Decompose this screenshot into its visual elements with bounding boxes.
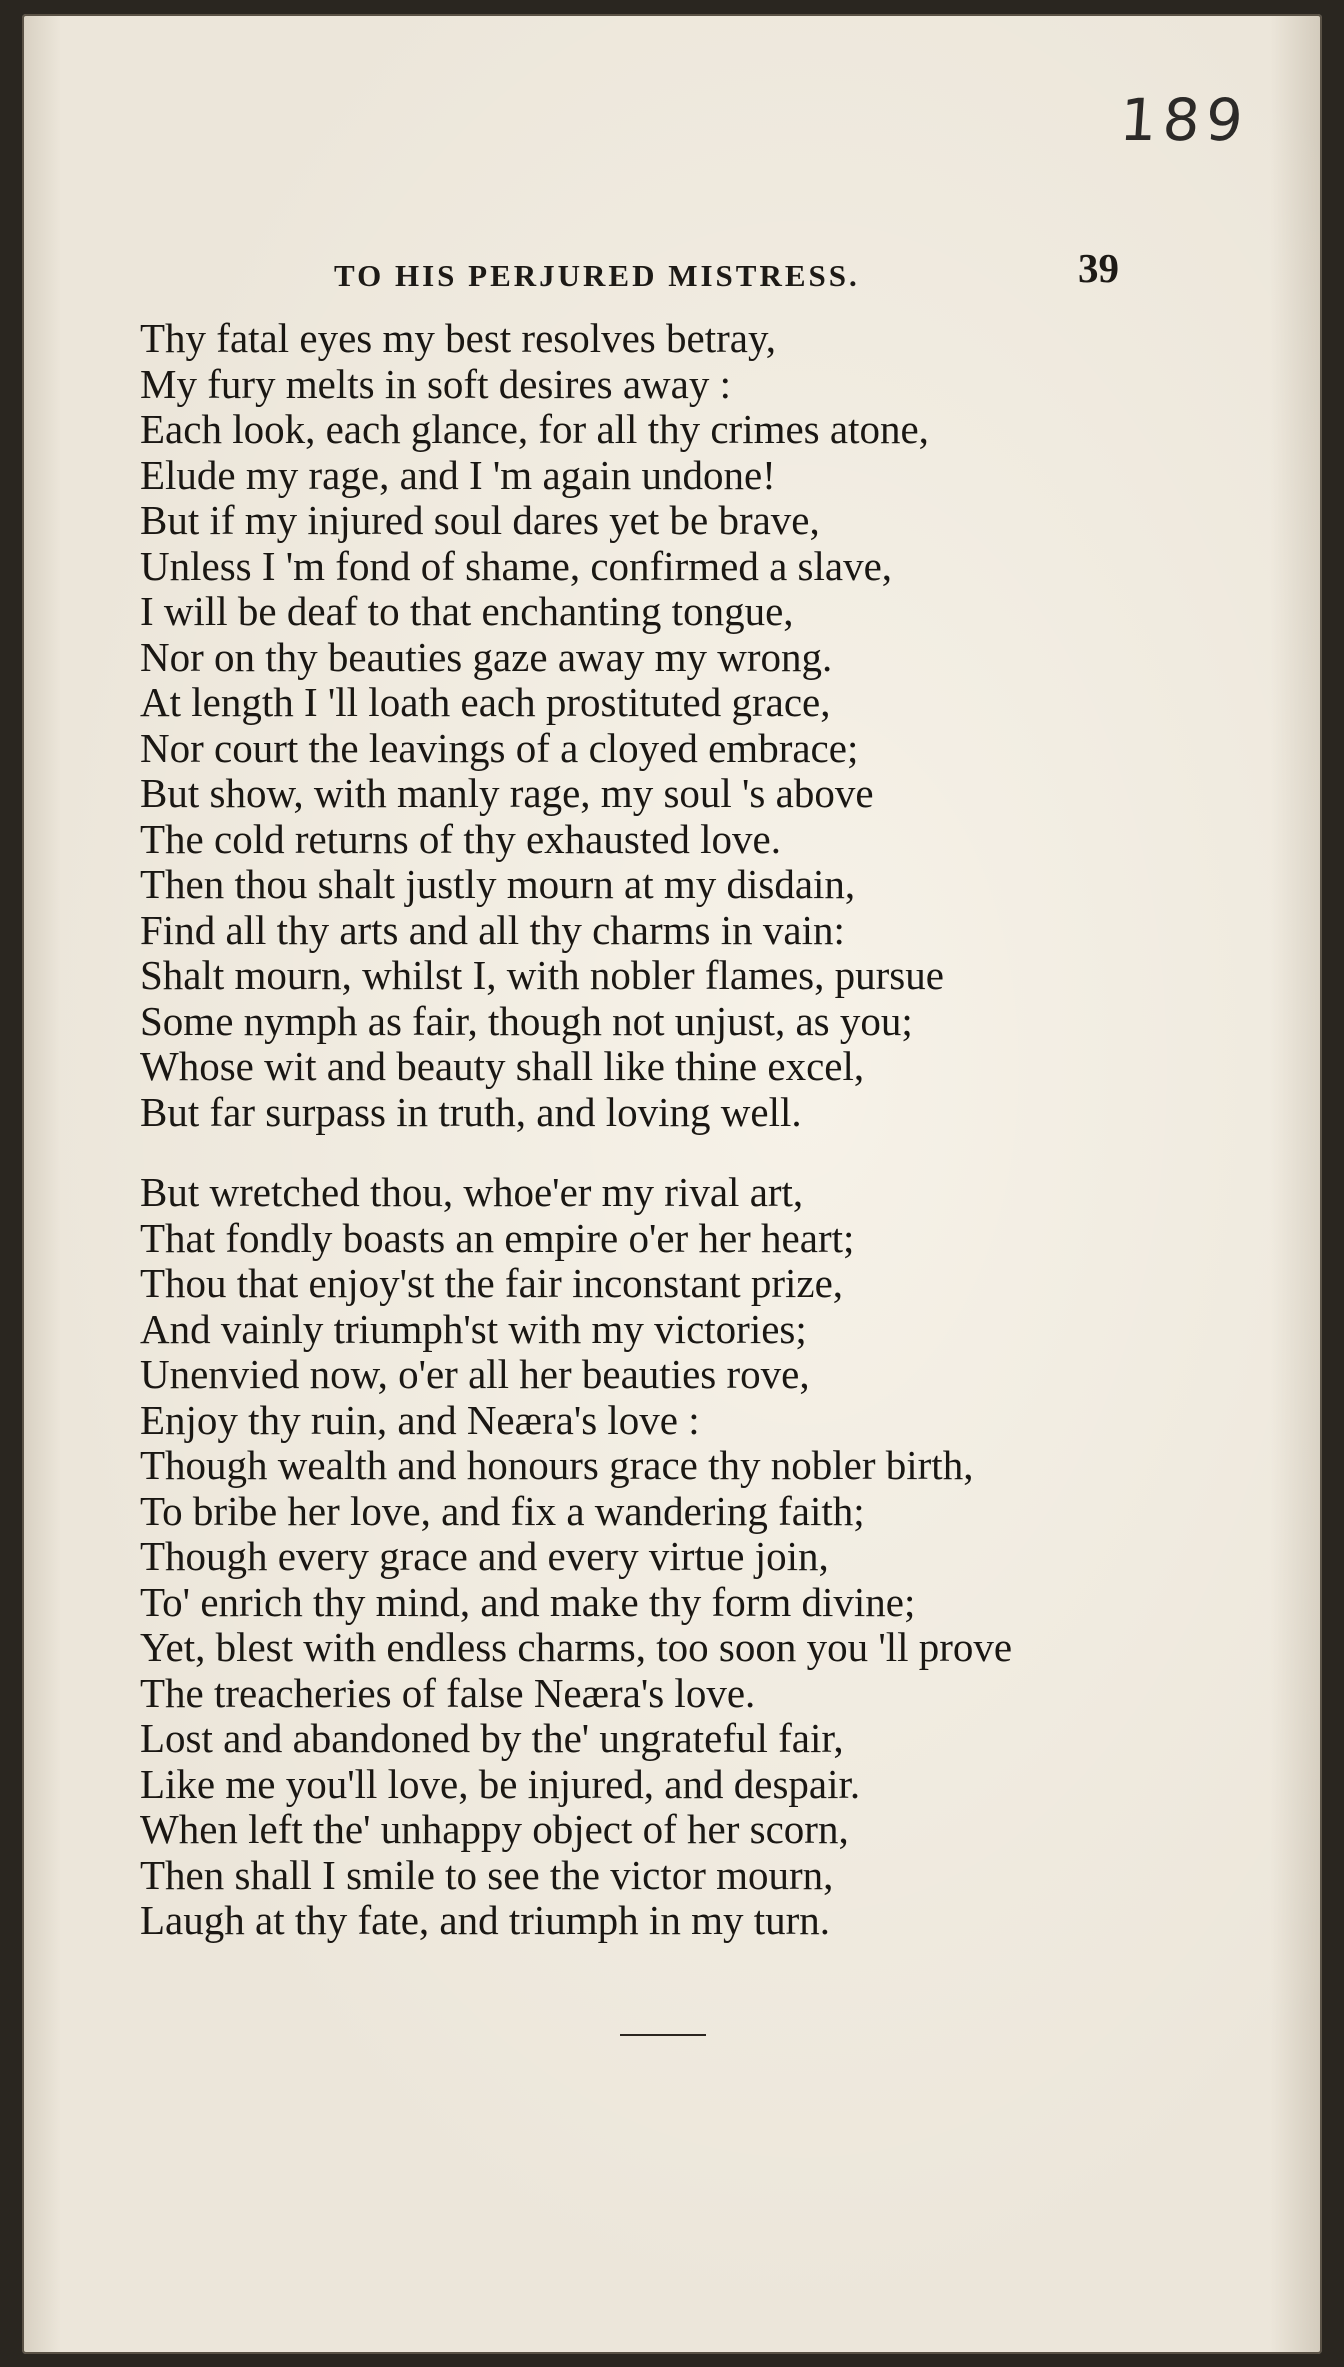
poem-line: At length I 'll loath each prostituted grace,: [140, 679, 831, 725]
poem-line: To bribe her love, and fix a wandering faith;: [140, 1487, 865, 1534]
poem-line: Enjoy thy ruin, and Neæra's love :: [140, 1396, 700, 1443]
poem-line: Thou that enjoy'st the fair inconstant prize,: [140, 1260, 844, 1306]
poem-line: Elude my rage, and I 'm again undone!: [140, 451, 776, 498]
poem-line: When left the' unhappy object of her scorn,: [140, 1806, 849, 1852]
poem-line: Then shall I smile to see the victor mourn,: [140, 1851, 834, 1898]
poem-line: Nor on thy beauties gaze away my wrong.: [140, 633, 833, 680]
poem-line: The treacheries of false Neæra's love.: [140, 1669, 756, 1716]
poem-line: And vainly triumph'st with my victories;: [140, 1305, 807, 1352]
poem-line: Nor court the leavings of a cloyed embrace;: [140, 724, 859, 771]
end-rule: [620, 2034, 706, 2036]
poem-line: I will be deaf to that enchanting tongue,: [140, 588, 794, 634]
stanza-1: [140, 316, 1240, 1135]
poem-line: My fury melts in soft desires away :: [140, 360, 731, 407]
poem-line: Find all thy arts and all thy charms in vain:: [140, 906, 845, 953]
poem-line: Unenvied now, o'er all her beauties rove,: [140, 1351, 810, 1397]
poem-line: Thy fatal eyes my best resolves betray,: [140, 315, 777, 361]
poem-line: Whose wit and beauty shall like thine excel,: [140, 1043, 865, 1089]
poem-line: That fondly boasts an empire o'er her heart;: [140, 1214, 855, 1261]
stanza-2: [140, 1170, 1240, 1944]
poem-line: Like me you'll love, be injured, and despair.: [140, 1760, 861, 1807]
poem-line: Though wealth and honours grace thy nobler birth,: [140, 1442, 974, 1488]
poem-line: Though every grace and every virtue join,: [140, 1533, 829, 1579]
poem-line: But show, with manly rage, my soul 's above: [140, 770, 874, 816]
poem-line: Then thou shalt justly mourn at my disdain,: [140, 861, 856, 907]
pencil-folio-annotation: 189: [1117, 86, 1252, 154]
poem-line: Shalt mourn, whilst I, with nobler flames, pursue: [140, 952, 944, 998]
poem-body: [140, 316, 1240, 1944]
poem-line: Yet, blest with endless charms, too soon you 'll prove: [140, 1624, 1013, 1670]
poem-line: Lost and abandoned by the' ungrateful fair,: [140, 1715, 844, 1761]
poem-line: But wretched thou, whoe'er my rival art,: [140, 1169, 804, 1215]
poem-line: To' enrich thy mind, and make thy form divine;: [140, 1578, 916, 1625]
poem-line: Some nymph as fair, though not unjust, as you;: [140, 997, 913, 1044]
running-title: TO HIS PERJURED MISTRESS.: [334, 258, 860, 293]
page-number: 39: [1078, 245, 1119, 291]
poem-line: Unless I 'm fond of shame, confirmed a slave,: [140, 542, 893, 589]
poem-line: But far surpass in truth, and loving well.: [140, 1088, 802, 1135]
poem-line: But if my injured soul dares yet be brave,: [140, 497, 820, 543]
poem-line: Each look, each glance, for all thy crimes atone,: [140, 406, 929, 452]
book-page: [22, 14, 1322, 2354]
poem-line: The cold returns of thy exhausted love.: [140, 815, 782, 862]
poem-line: Laugh at thy fate, and triumph in my turn.: [140, 1897, 831, 1943]
